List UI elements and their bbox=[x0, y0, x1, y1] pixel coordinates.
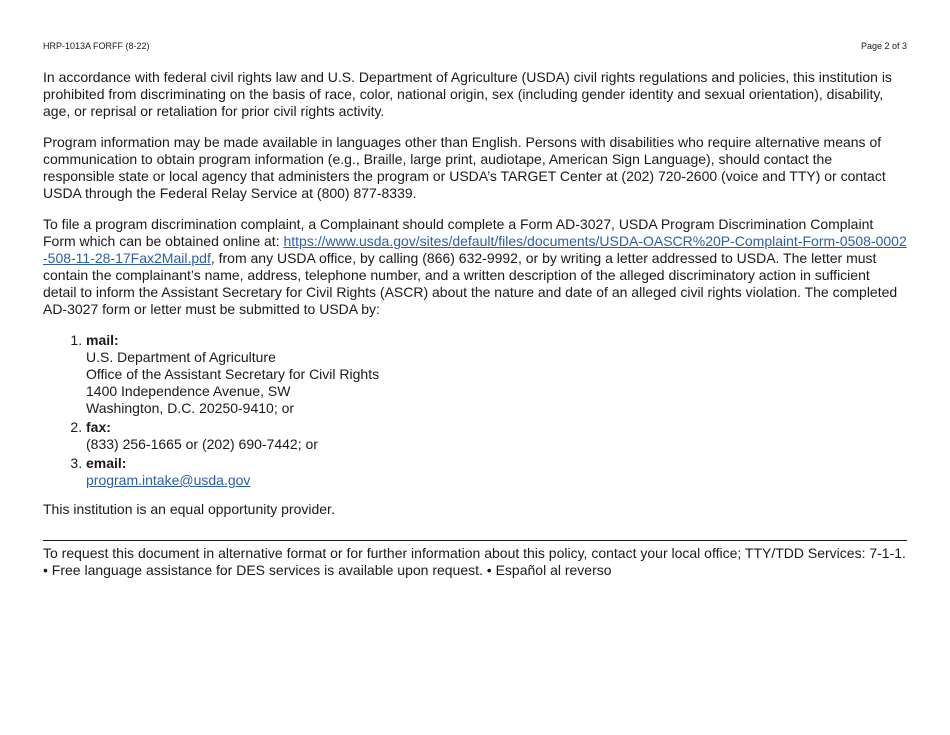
method-mail bbox=[86, 332, 907, 417]
mail-address-line-1: U.S. Department of Agriculture bbox=[86, 349, 276, 365]
civil-rights-paragraph: In accordance with federal civil rights law and U.S. Department of Agriculture (USDA) civil rights regulations and policies, this institution is prohibited from discriminating on the basis of race, color, national origin, sex (including gender identity and sexual orientation), disability, age, or reprisal or retaliation for prior civil rights activity. bbox=[43, 69, 892, 119]
mail-address-line-4: Washington, D.C. 20250-9410; or bbox=[86, 400, 295, 416]
mail-address-line-3: 1400 Independence Avenue, SW bbox=[86, 383, 291, 399]
method-fax-title: fax: bbox=[86, 419, 111, 435]
method-email bbox=[86, 455, 907, 489]
program-info-paragraph: Program information may be made available in languages other than English. Persons with disabilities who require alternative means of communication to obtain program information (e.g., Braille, large print, audiotape, American Sign Language), should contact the responsible state or local agency that administers the program or USDA’s TARGET Center at (202) 720-2600 (voice and TTY) or contact USDA through the Federal Relay Service at (800) 877-8339. bbox=[43, 134, 886, 201]
method-email-title: email: bbox=[86, 455, 127, 471]
equal-opportunity-statement: This institution is an equal opportunity provider. bbox=[43, 501, 335, 517]
complaint-text-details: , from any USDA office, by calling (866) 632-9992, or by writing a letter addressed to USDA. The letter must contain the complainant’s name, address, telephone number, and a written description of the alleged discriminatory action in sufficient detail to inform the Assistant Secretary for Civil Rights (ASCR) about the nature and date of an alleged civil rights violation. The completed AD-3027 form or letter must be submitted to USDA by: bbox=[43, 250, 898, 317]
method-fax bbox=[86, 419, 907, 453]
document-page bbox=[43, 40, 907, 579]
method-mail-title: mail: bbox=[86, 332, 119, 348]
form-id: HRP-1013A FORFF (8-22) bbox=[43, 41, 150, 51]
footer-note: To request this document in alternative format or for further information about this policy, contact your local office; TTY/TDD Services: 7-1-1. • Free language assistance for DES services is available upon request. • Español al reverso bbox=[43, 545, 906, 578]
email-address-link[interactable]: program.intake@usda.gov bbox=[86, 472, 251, 488]
complaint-form-link[interactable]: https://www.usda.gov/sites/default/files/documents/USDA-OASCR%20P-Complaint-Form-0508-0002-508-11-28-17Fax2Mail.pdf bbox=[43, 233, 907, 266]
mail-address-line-2: Office of the Assistant Secretary for Civil Rights bbox=[86, 366, 380, 382]
complaint-paragraph bbox=[43, 216, 907, 318]
complaint-text-intro: To file a program discrimination complaint, a Complainant should complete a Form AD-3027, USDA Program Discrimination Complaint Form which can be obtained online at: bbox=[43, 216, 874, 249]
page-header bbox=[43, 40, 907, 52]
page-number: Page 2 of 3 bbox=[860, 41, 907, 51]
submission-methods-list bbox=[43, 332, 907, 489]
footer-divider bbox=[43, 540, 907, 541]
fax-numbers: (833) 256-1665 or (202) 690-7442; or bbox=[86, 436, 318, 452]
